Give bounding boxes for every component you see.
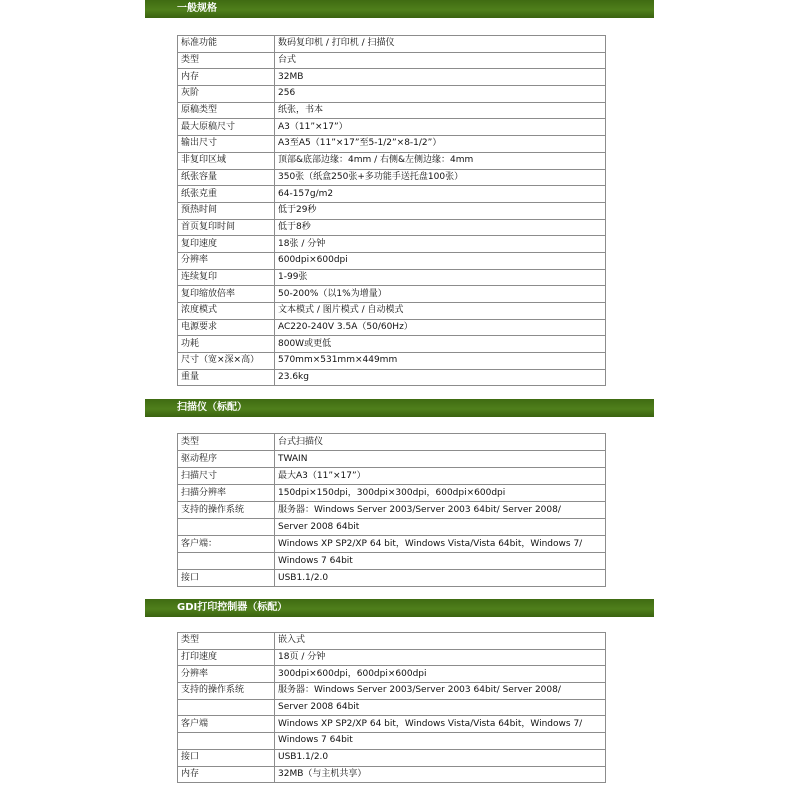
spec-label: 最大原稿尺寸 — [178, 119, 275, 136]
table-row — [178, 303, 606, 320]
table-row — [178, 733, 606, 750]
table-row — [178, 269, 606, 286]
spec-value: 23.6kg — [275, 369, 606, 386]
table-row — [178, 570, 606, 587]
table-row — [178, 666, 606, 683]
spec-value: 台式 — [275, 52, 606, 69]
spec-value: Windows XP SP2/XP 64 bit，Windows Vista/Vista 64bit，Windows 7/ — [275, 536, 606, 553]
table-row — [178, 319, 606, 336]
spec-value: 64-157g/m2 — [275, 186, 606, 203]
table-row — [178, 519, 606, 536]
table-row — [178, 699, 606, 716]
spec-label — [178, 699, 275, 716]
spec-label: 接口 — [178, 570, 275, 587]
spec-value: TWAIN — [275, 451, 606, 468]
spec-value: 32MB（与主机共享） — [275, 766, 606, 783]
spec-label: 输出尺寸 — [178, 136, 275, 153]
spec-label: 灰阶 — [178, 86, 275, 103]
table-row — [178, 52, 606, 69]
spec-value: Server 2008 64bit — [275, 519, 606, 536]
spec-value: 50-200%（以1%为增量） — [275, 286, 606, 303]
spec-label: 扫描分辨率 — [178, 485, 275, 502]
table-row — [178, 502, 606, 519]
spec-value: AC220-240V 3.5A（50/60Hz） — [275, 319, 606, 336]
spec-value: Server 2008 64bit — [275, 699, 606, 716]
spec-value: 低于29秒 — [275, 202, 606, 219]
spec-value: USB1.1/2.0 — [275, 570, 606, 587]
table-row — [178, 749, 606, 766]
spec-label: 功耗 — [178, 336, 275, 353]
spec-table-gdi-printer — [177, 632, 606, 783]
spec-value: 570mm×531mm×449mm — [275, 353, 606, 370]
spec-value: Windows 7 64bit — [275, 553, 606, 570]
table-row — [178, 202, 606, 219]
spec-label: 内存 — [178, 69, 275, 86]
spec-table-general — [177, 35, 606, 386]
spec-label — [178, 733, 275, 750]
section-title: 一般规格 — [177, 3, 217, 14]
spec-label: 非复印区域 — [178, 152, 275, 169]
spec-label: 打印速度 — [178, 649, 275, 666]
spec-label: 复印速度 — [178, 236, 275, 253]
spec-value: USB1.1/2.0 — [275, 749, 606, 766]
table-row — [178, 36, 606, 53]
table-row — [178, 353, 606, 370]
spec-value: 服务器：Windows Server 2003/Server 2003 64bit/ Server 2008/ — [275, 502, 606, 519]
spec-value: 数码复印机 / 打印机 / 扫描仪 — [275, 36, 606, 53]
spec-label: 客户端 — [178, 716, 275, 733]
spec-label: 电源要求 — [178, 319, 275, 336]
spec-value: 18张 / 分钟 — [275, 236, 606, 253]
spec-label: 原稿类型 — [178, 102, 275, 119]
spec-value: 32MB — [275, 69, 606, 86]
table-row — [178, 766, 606, 783]
spec-label: 接口 — [178, 749, 275, 766]
section-title: GDI打印控制器（标配） — [177, 602, 288, 613]
spec-value: 低于8秒 — [275, 219, 606, 236]
spec-label: 尺寸（宽×深×高） — [178, 353, 275, 370]
table-row — [178, 102, 606, 119]
table-row — [178, 186, 606, 203]
spec-label: 复印缩放倍率 — [178, 286, 275, 303]
spec-label: 预热时间 — [178, 202, 275, 219]
table-row — [178, 553, 606, 570]
table-row — [178, 219, 606, 236]
section-title: 扫描仪（标配） — [177, 402, 247, 413]
spec-label: 分辨率 — [178, 252, 275, 269]
spec-value: 文本模式 / 图片模式 / 自动模式 — [275, 303, 606, 320]
spec-label: 支持的操作系统 — [178, 502, 275, 519]
spec-label: 标准功能 — [178, 36, 275, 53]
spec-value: 纸张，书本 — [275, 102, 606, 119]
spec-value: 顶部&底部边缘：4mm / 右侧&左侧边缘：4mm — [275, 152, 606, 169]
table-row — [178, 286, 606, 303]
spec-label: 浓度模式 — [178, 303, 275, 320]
spec-value: 256 — [275, 86, 606, 103]
table-row — [178, 716, 606, 733]
spec-label: 纸张容量 — [178, 169, 275, 186]
section-header-scanner — [145, 399, 654, 417]
spec-label: 类型 — [178, 434, 275, 451]
spec-value: A3（11”×17”） — [275, 119, 606, 136]
spec-label: 客户端： — [178, 536, 275, 553]
table-row — [178, 69, 606, 86]
table-row — [178, 252, 606, 269]
spec-label: 驱动程序 — [178, 451, 275, 468]
spec-value: 最大A3（11”×17”） — [275, 468, 606, 485]
spec-value: 300dpi×600dpi，600dpi×600dpi — [275, 666, 606, 683]
section-header-general — [145, 0, 654, 18]
table-row — [178, 169, 606, 186]
spec-label: 重量 — [178, 369, 275, 386]
spec-value: 嵌入式 — [275, 633, 606, 650]
table-row — [178, 434, 606, 451]
table-row — [178, 451, 606, 468]
table-row — [178, 86, 606, 103]
table-row — [178, 369, 606, 386]
table-row — [178, 485, 606, 502]
spec-value: 18页 / 分钟 — [275, 649, 606, 666]
spec-value: Windows XP SP2/XP 64 bit，Windows Vista/Vista 64bit，Windows 7/ — [275, 716, 606, 733]
table-row — [178, 468, 606, 485]
spec-value: Windows 7 64bit — [275, 733, 606, 750]
spec-label: 连续复印 — [178, 269, 275, 286]
spec-label: 支持的操作系统 — [178, 683, 275, 700]
table-row — [178, 236, 606, 253]
spec-label: 类型 — [178, 52, 275, 69]
spec-value: 1-99张 — [275, 269, 606, 286]
spec-label: 首页复印时间 — [178, 219, 275, 236]
table-row — [178, 536, 606, 553]
spec-value: A3至A5（11”×17”至5-1/2”×8-1/2”） — [275, 136, 606, 153]
spec-label: 内存 — [178, 766, 275, 783]
spec-value: 350张（纸盒250张+多功能手送托盘100张） — [275, 169, 606, 186]
table-row — [178, 136, 606, 153]
table-row — [178, 336, 606, 353]
spec-label — [178, 553, 275, 570]
section-header-gdi-printer — [145, 599, 654, 617]
spec-value: 800W或更低 — [275, 336, 606, 353]
spec-label: 类型 — [178, 633, 275, 650]
spec-value: 600dpi×600dpi — [275, 252, 606, 269]
table-row — [178, 119, 606, 136]
spec-value: 台式扫描仪 — [275, 434, 606, 451]
spec-value: 服务器：Windows Server 2003/Server 2003 64bit/ Server 2008/ — [275, 683, 606, 700]
table-row — [178, 649, 606, 666]
table-row — [178, 633, 606, 650]
spec-table-scanner — [177, 433, 606, 587]
spec-value: 150dpi×150dpi，300dpi×300dpi，600dpi×600dpi — [275, 485, 606, 502]
spec-label: 分辨率 — [178, 666, 275, 683]
spec-label: 扫描尺寸 — [178, 468, 275, 485]
spec-label: 纸张克重 — [178, 186, 275, 203]
spec-label — [178, 519, 275, 536]
table-row — [178, 683, 606, 700]
table-row — [178, 152, 606, 169]
